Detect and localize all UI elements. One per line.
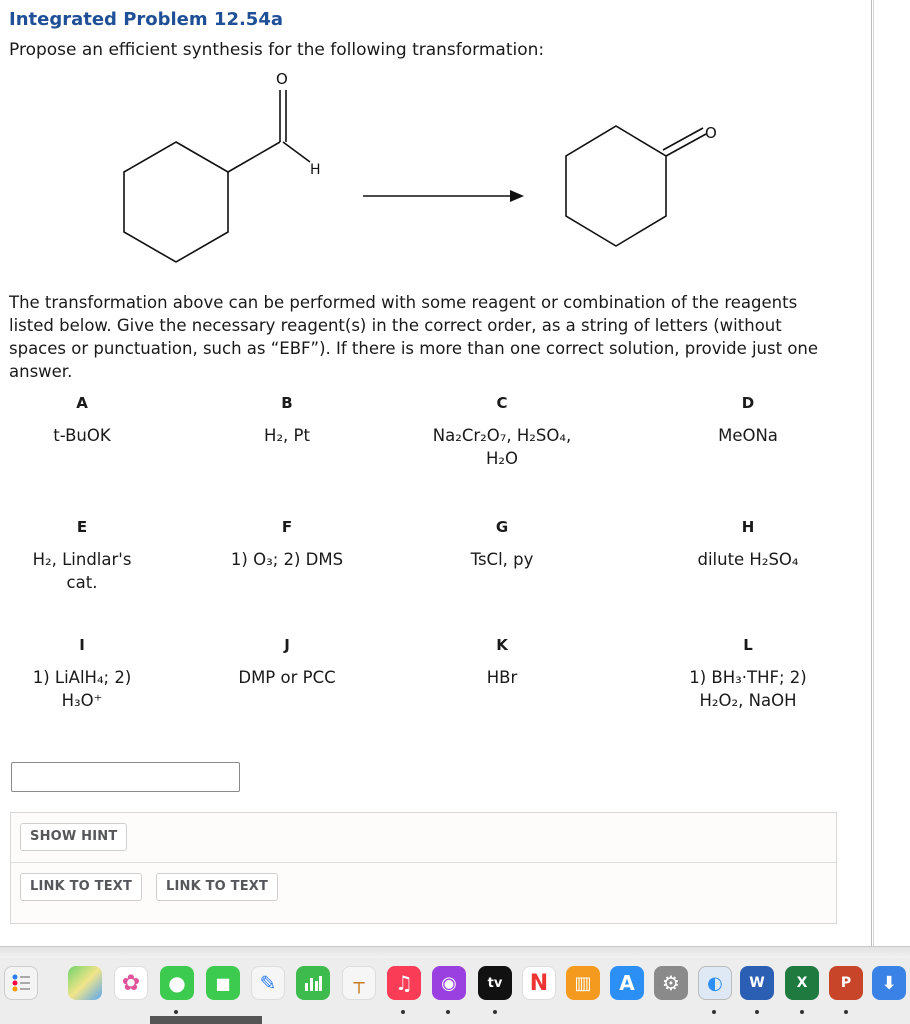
reagent-b xyxy=(187,392,387,447)
dock xyxy=(0,958,910,1024)
help-panel xyxy=(10,812,837,924)
product-ring xyxy=(566,126,666,246)
preview-icon[interactable]: ◐ xyxy=(698,966,732,1000)
reagent-letter: E xyxy=(76,518,88,536)
reagent-text: MeONa xyxy=(718,426,778,445)
reagent-text: 1) O₃; 2) DMS xyxy=(230,550,344,569)
problem-prompt: Propose an efficient synthesis for the following transformation: xyxy=(9,40,545,60)
instructions-text: The transformation above can be performed with some reagent or combination of the reagents listed below. Give the necessary reagent(s) in the correct order, as a string of letters (without spaces or punctuation, such as “EBF”). If there is more than one correct solution, provide just one answer. xyxy=(9,293,819,381)
window-bottom-edge xyxy=(0,946,910,958)
word-label: W xyxy=(749,975,765,991)
content-border xyxy=(871,0,872,950)
reagent-letter: B xyxy=(281,394,293,412)
reactant-aldehyde-h-bond xyxy=(283,142,310,162)
dock-running-dot xyxy=(712,1010,716,1014)
word-icon[interactable] xyxy=(740,966,774,1000)
reagent-text: dilute H₂SO₄ xyxy=(697,550,799,569)
reagent-a xyxy=(0,392,182,447)
downloads-icon[interactable]: ⬇ xyxy=(872,966,906,1000)
reagent-text: 1) BH₃·THF; 2) H₂O₂, NaOH xyxy=(689,668,807,710)
dock-running-dot xyxy=(401,1010,405,1014)
reagent-letter: G xyxy=(495,518,509,536)
maps-icon[interactable] xyxy=(68,966,102,1000)
reaction-arrow-head xyxy=(510,190,524,202)
reagent-letter: C xyxy=(496,394,508,412)
reagent-g xyxy=(402,516,602,571)
link-to-text-button-1[interactable]: LINK TO TEXT xyxy=(20,873,142,901)
reagent-c xyxy=(402,392,602,470)
reactant-chain-bond xyxy=(228,142,280,172)
podcasts-icon[interactable]: ◉ xyxy=(432,966,466,1000)
reagent-letter: D xyxy=(741,394,755,412)
problem-title: Integrated Problem 12.54a xyxy=(9,9,283,30)
app-store-icon[interactable]: A xyxy=(610,966,644,1000)
reaction-scheme xyxy=(100,70,717,270)
link-to-text-button-2[interactable]: LINK TO TEXT xyxy=(156,873,278,901)
dock-window-bar xyxy=(150,1016,262,1024)
reagent-d xyxy=(648,392,848,447)
tv-label: tv xyxy=(487,975,503,991)
reagent-text: Na₂Cr₂O₇, H₂SO₄, H₂O xyxy=(432,426,572,468)
reagent-text: DMP or PCC xyxy=(238,668,336,687)
reagent-e xyxy=(0,516,182,594)
reactant-oxygen-label: O xyxy=(276,70,288,88)
reagent-l xyxy=(648,634,848,712)
reagent-letter: F xyxy=(281,518,293,536)
books-icon[interactable]: ▥ xyxy=(566,966,600,1000)
dock-running-dot xyxy=(755,1010,759,1014)
excel-label: X xyxy=(796,975,808,991)
reagent-text: t-BuOK xyxy=(53,426,111,445)
powerpoint-icon[interactable] xyxy=(829,966,863,1000)
reagent-text: 1) LiAlH₄; 2) H₃O⁺ xyxy=(32,668,132,710)
reagent-text: TsCl, py xyxy=(470,550,534,569)
answer-input[interactable] xyxy=(11,762,240,792)
music-icon[interactable]: ♫ xyxy=(387,966,421,1000)
reagent-letter: H xyxy=(741,518,755,536)
dock-running-dot xyxy=(446,1010,450,1014)
dock-running-dot xyxy=(844,1010,848,1014)
reactant-ring xyxy=(124,142,228,262)
reagent-f xyxy=(187,516,387,571)
reagent-letter: K xyxy=(496,636,508,654)
reactant-hydrogen-label: H xyxy=(310,162,321,178)
reagent-letter: I xyxy=(79,636,85,654)
dock-running-dot xyxy=(174,1010,178,1014)
system-settings-icon[interactable]: ⚙ xyxy=(654,966,688,1000)
product-oxygen-label: O xyxy=(705,124,717,142)
reagent-letter: J xyxy=(284,636,290,654)
photos-icon[interactable]: ✿ xyxy=(114,966,148,1000)
dock-running-dot xyxy=(493,1010,497,1014)
dock-running-dot xyxy=(800,1010,804,1014)
reagent-letter: L xyxy=(743,636,753,654)
reagent-j xyxy=(187,634,387,689)
reagent-text: HBr xyxy=(486,668,518,687)
help-divider xyxy=(11,862,836,863)
reagent-h xyxy=(648,516,848,571)
excel-icon[interactable] xyxy=(785,966,819,1000)
reagent-letter: A xyxy=(76,394,88,412)
freeform-icon[interactable]: ✎ xyxy=(251,966,285,1000)
powerpoint-label: P xyxy=(840,975,852,991)
reagent-text: H₂, Lindlar's cat. xyxy=(32,550,132,592)
messages-icon[interactable]: ● xyxy=(160,966,194,1000)
reagent-k xyxy=(402,634,602,689)
reminders-icon[interactable] xyxy=(4,966,38,1000)
reagent-i xyxy=(0,634,182,712)
tv-icon[interactable] xyxy=(478,966,512,1000)
keynote-icon[interactable]: ┬ xyxy=(342,966,376,1000)
facetime-icon[interactable]: ■ xyxy=(206,966,240,1000)
reagent-text: H₂, Pt xyxy=(264,426,310,445)
news-icon[interactable]: N xyxy=(522,966,556,1000)
numbers-icon[interactable] xyxy=(296,966,330,1000)
content-border-inner xyxy=(873,0,874,950)
show-hint-button[interactable]: SHOW HINT xyxy=(20,823,127,851)
